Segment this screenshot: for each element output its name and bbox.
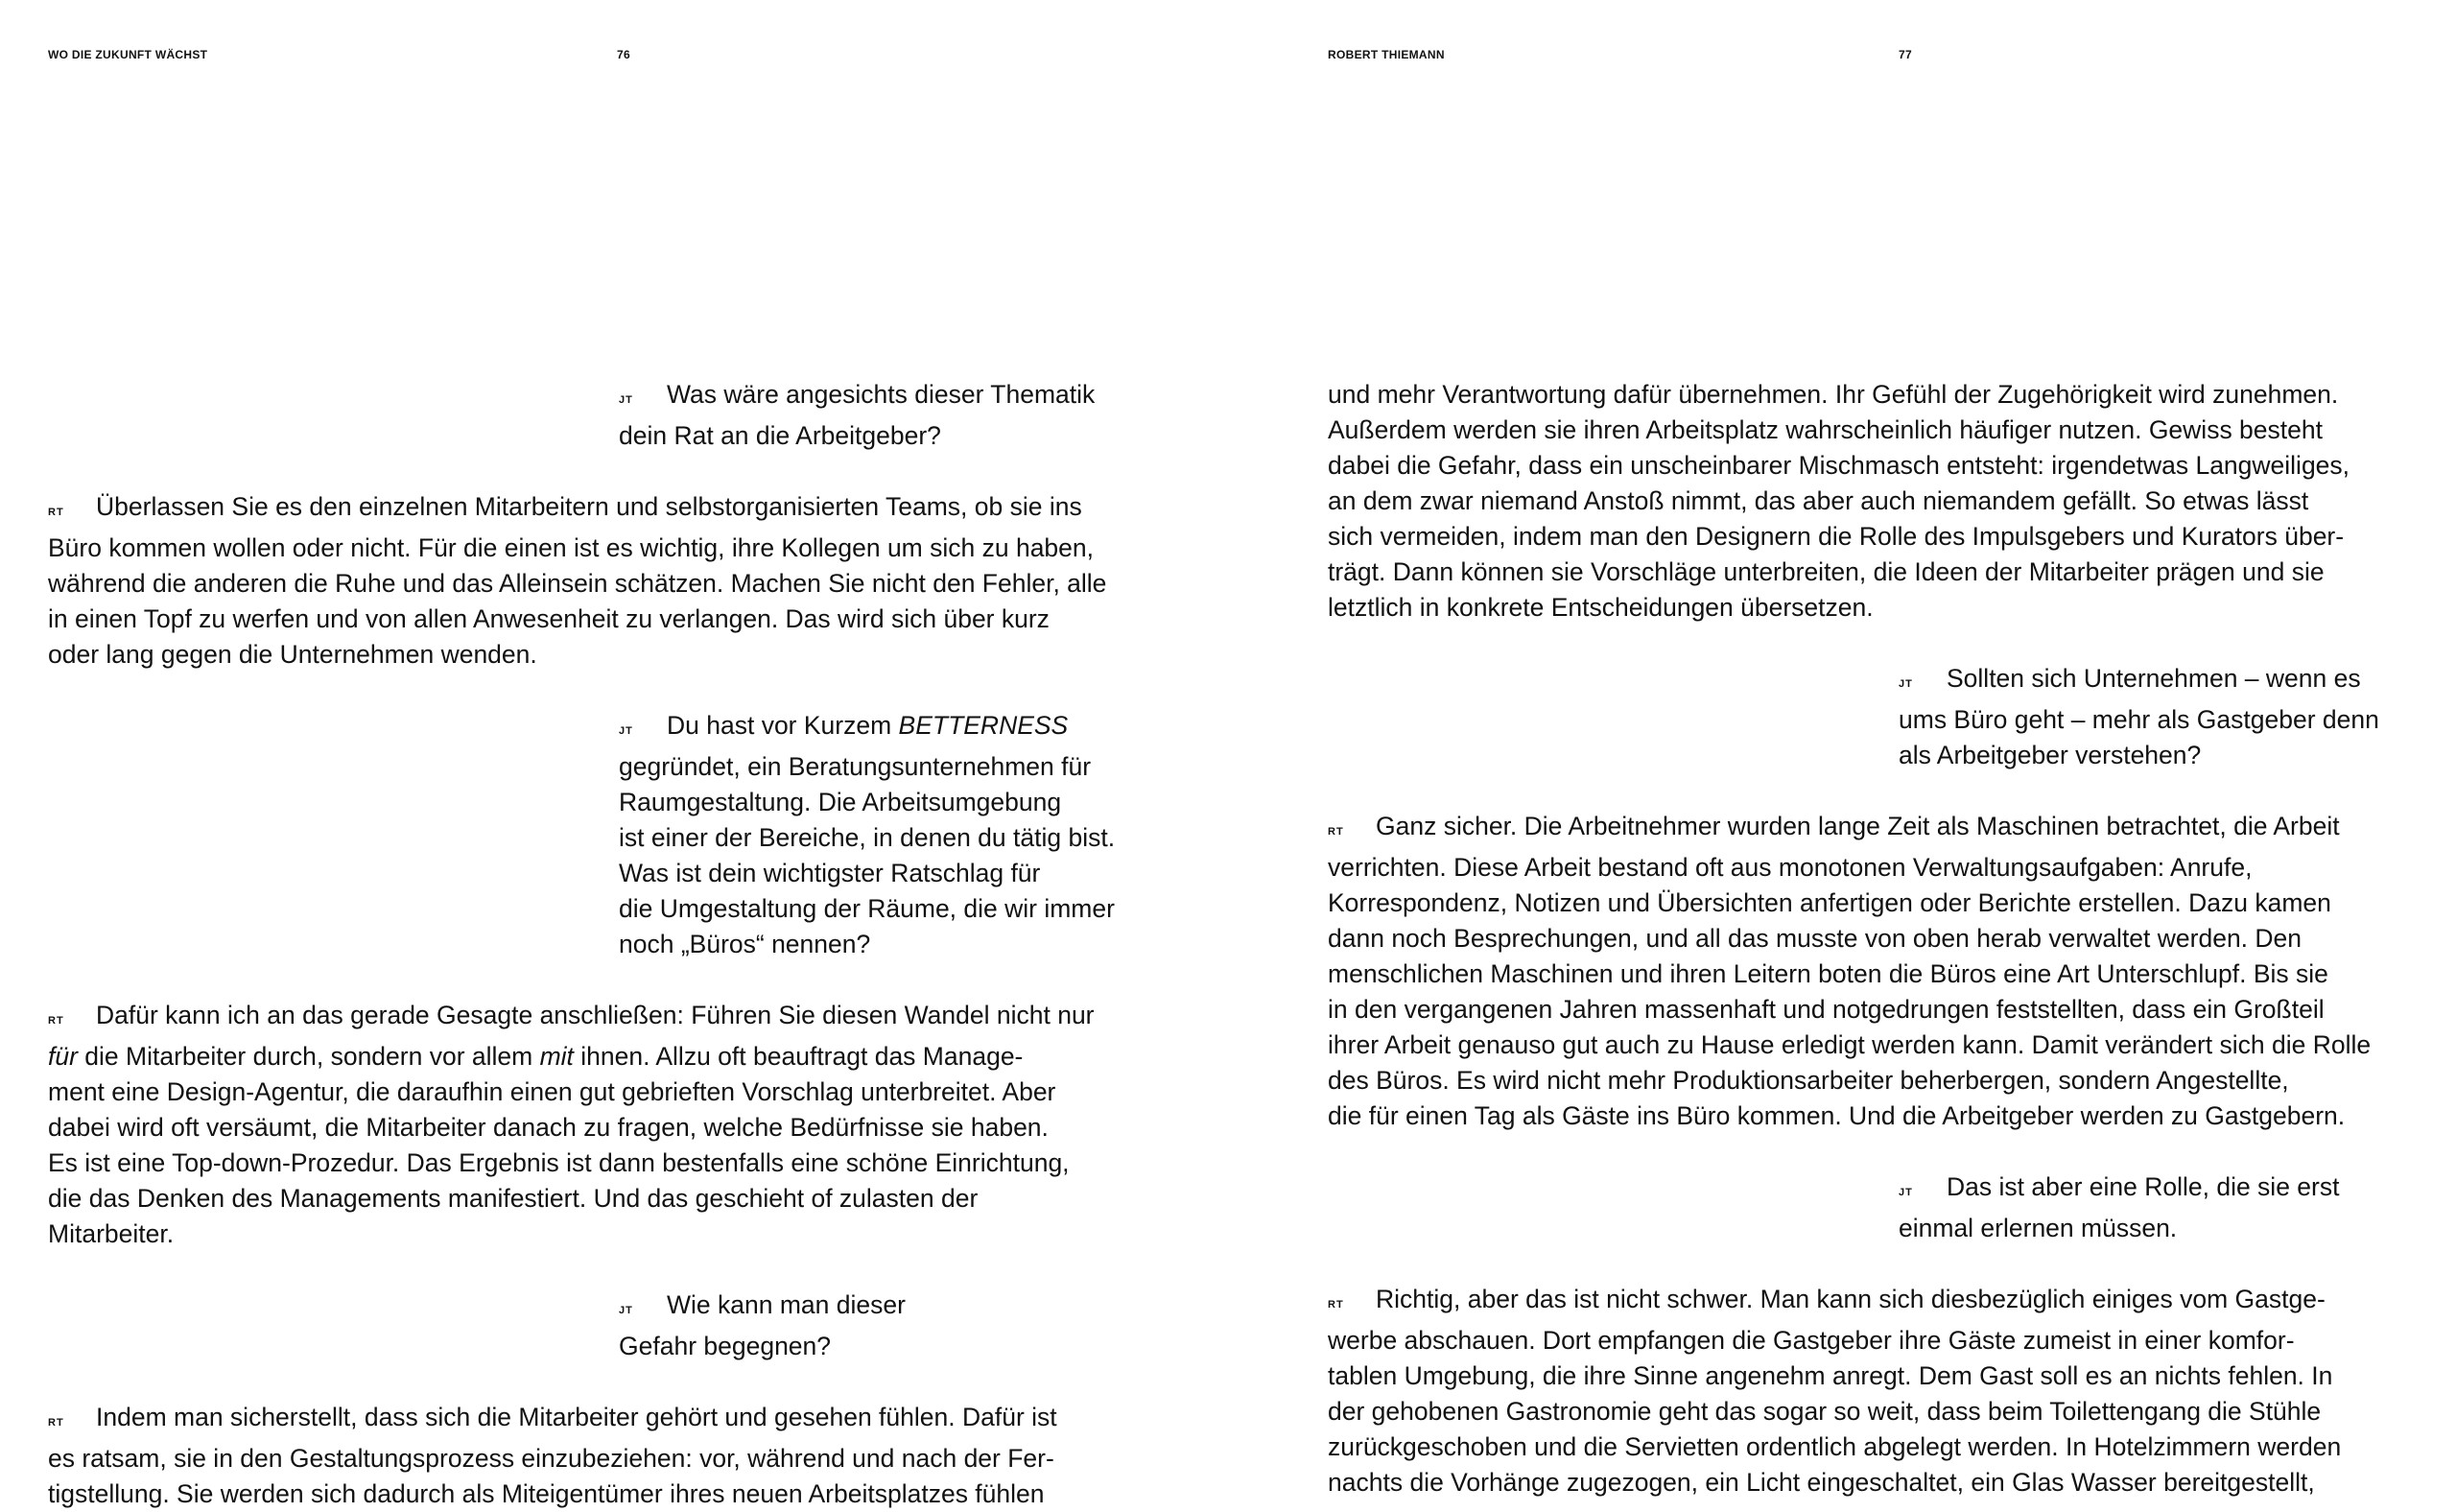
text-line: Außerdem werden sie ihren Arbeitsplatz wahrscheinlich häufiger nutzen. Gewiss besteht xyxy=(1328,415,2323,444)
text-line: Dafür kann ich an das gerade Gesagte anschließen: Führen Sie diesen Wandel nicht nur xyxy=(96,1001,1095,1029)
text-line: zurückgeschoben und die Servietten ordentlich abgelegt werden. In Hotelzimmern werden xyxy=(1328,1432,2342,1461)
text-line: Indem man sicherstellt, dass sich die Mitarbeiter gehört und gesehen fühlen. Dafür ist xyxy=(96,1403,1057,1431)
company-name: BETTERNESS xyxy=(898,711,1069,740)
text-line: Du hast vor Kurzem xyxy=(667,711,899,740)
text-line: die das Denken des Managements manifestiert. Und das geschieht of zulasten der xyxy=(48,1184,979,1213)
speaker-tag-jt: JT xyxy=(619,725,633,737)
text-line: der gehobenen Gastronomie geht das sogar so weit, dass beim Toilettengang die Stühle xyxy=(1328,1397,2322,1426)
text-line: sich vermeiden, indem man den Designern die Rolle des Impulsgebers und Kurators über- xyxy=(1328,522,2345,551)
text-line: tablen Umgebung, die ihre Sinne angenehm anregt. Dem Gast soll es an nichts fehlen. In xyxy=(1328,1361,2333,1390)
text-line: Wie kann man dieser xyxy=(667,1290,906,1319)
text-line: Korrespondenz, Notizen und Übersichten anfertigen oder Berichte erstellen. Dazu kamen xyxy=(1328,888,2331,917)
answer-block xyxy=(48,489,1142,673)
text-line: ihrer Arbeit genauso gut auch zu Hause erledigt werden kann. Damit verändert sich die Rolle xyxy=(1328,1030,2372,1059)
text-line: die für einen Tag als Gäste ins Büro kommen. Und die Arbeitgeber werden zu Gastgebern. xyxy=(1328,1101,2346,1130)
text-line: tigstellung. Sie werden sich dadurch als Miteigentümer ihres neuen Arbeitsplatzes fühlen xyxy=(48,1479,1045,1508)
text-line: menschlichen Maschinen und ihren Leitern boten die Büros eine Art Unterschlupf. Bis sie xyxy=(1328,959,2328,988)
speaker-tag-rt: RT xyxy=(48,1417,64,1429)
question-block xyxy=(619,708,1156,962)
text-line: und mehr Verantwortung dafür übernehmen. Ihr Gefühl der Zugehörigkeit wird zunehmen. xyxy=(1328,380,2339,409)
text-line: während die anderen die Ruhe und das Alleinsein schätzen. Machen Sie nicht den Fehler, alle xyxy=(48,569,1107,598)
text-line: Mitarbeiter. xyxy=(48,1219,175,1248)
text-line: dabei die Gefahr, dass ein unscheinbarer Mischmasch entsteht: irgendetwas Langweiliges, xyxy=(1328,451,2350,480)
answer-block xyxy=(1328,1282,2421,1500)
text-line: Was wäre angesichts dieser Thematik xyxy=(667,380,1096,409)
speaker-tag-rt: RT xyxy=(1328,826,1344,838)
text-line: gegründet, ein Beratungsunternehmen für xyxy=(619,752,1092,781)
text-line: ihnen. Allzu oft beauftragt das Manage- xyxy=(573,1042,1024,1071)
speaker-tag-rt: RT xyxy=(48,1015,64,1027)
question-block xyxy=(619,1288,1156,1364)
speaker-tag-jt: JT xyxy=(619,394,633,406)
text-line: an dem zwar niemand Anstoß nimmt, das aber auch niemandem gefällt. So etwas lässt xyxy=(1328,486,2309,515)
question-block xyxy=(1899,661,2436,773)
text-line: dabei wird oft versäumt, die Mitarbeiter danach zu fragen, welche Bedürfnisse sie haben. xyxy=(48,1113,1049,1142)
speaker-tag-rt: RT xyxy=(1328,1299,1344,1311)
emphasis: für xyxy=(48,1042,78,1071)
text-line: Raumgestaltung. Die Arbeitsumgebung xyxy=(619,788,1062,816)
text-line: die Mitarbeiter durch, sondern vor allem xyxy=(77,1042,540,1071)
text-line: Ganz sicher. Die Arbeitnehmer wurden lange Zeit als Maschinen betrachtet, die Arbeit xyxy=(1376,812,2340,840)
question-block xyxy=(619,377,1156,454)
answer-block xyxy=(48,998,1142,1252)
text-line: Es ist eine Top-down-Prozedur. Das Ergebnis ist dann bestenfalls eine schöne Einrichtung, xyxy=(48,1148,1070,1177)
text-line: des Büros. Es wird nicht mehr Produktionsarbeiter beherbergen, sondern Angestellte, xyxy=(1328,1066,2289,1095)
question-block xyxy=(1899,1169,2436,1246)
speaker-tag-jt: JT xyxy=(619,1305,633,1316)
speaker-tag-jt: JT xyxy=(1899,678,1913,690)
speaker-tag-jt: JT xyxy=(1899,1187,1913,1198)
text-line: Büro kommen wollen oder nicht. Für die einen ist es wichtig, ihre Kollegen um sich zu haben, xyxy=(48,533,1095,562)
text-line: ment eine Design-Agentur, die daraufhin einen gut gebrieften Vorschlag unterbreitet. Aber xyxy=(48,1077,1056,1106)
right-running-title: ROBERT THIEMANN xyxy=(1328,48,1445,61)
speaker-tag-rt: RT xyxy=(48,507,64,518)
text-line: letztlich in konkrete Entscheidungen übersetzen. xyxy=(1328,593,1874,622)
text-line: ist einer der Bereiche, in denen du tätig bist. xyxy=(619,823,1116,852)
text-line: als Arbeitgeber verstehen? xyxy=(1899,741,2202,769)
text-line: verrichten. Diese Arbeit bestand oft aus monotonen Verwaltungsaufgaben: Anrufe, xyxy=(1328,853,2253,882)
text-line: nachts die Vorhänge zugezogen, ein Licht eingeschaltet, ein Glas Wasser bereitgestellt, xyxy=(1328,1468,2315,1497)
left-page-body xyxy=(48,377,1142,1512)
text-line: dann noch Besprechungen, und all das musste von oben herab verwaltet werden. Den xyxy=(1328,924,2302,953)
text-line: es ratsam, sie in den Gestaltungsprozess einzubeziehen: vor, während und nach der Fer- xyxy=(48,1444,1054,1473)
text-line: die Umgestaltung der Räume, die wir immer xyxy=(619,894,1115,923)
text-line: trägt. Dann können sie Vorschläge unterbreiten, die Ideen der Mitarbeiter prägen und sie xyxy=(1328,557,2325,586)
text-line: noch „Büros“ nennen? xyxy=(619,930,871,958)
text-line: Richtig, aber das ist nicht schwer. Man kann sich diesbezüglich einiges vom Gastge- xyxy=(1376,1285,2326,1313)
right-page-number: 77 xyxy=(1899,48,1912,61)
text-line: oder lang gegen die Unternehmen wenden. xyxy=(48,640,537,669)
answer-block xyxy=(1328,809,2421,1134)
text-line: dein Rat an die Arbeitgeber? xyxy=(619,421,941,450)
text-line: werbe abschauen. Dort empfangen die Gastgeber ihre Gäste zumeist in einer komfor- xyxy=(1328,1326,2295,1355)
left-page-number: 76 xyxy=(617,48,630,61)
text-line: Gefahr begegnen? xyxy=(619,1332,832,1360)
text-line: in einen Topf zu werfen und von allen Anwesenheit zu verlangen. Das wird sich über kurz xyxy=(48,604,1050,633)
text-line: einmal erlernen müssen. xyxy=(1899,1214,2178,1242)
answer-block xyxy=(48,1400,1142,1512)
right-page-body xyxy=(1328,377,2421,1500)
text-line: Was ist dein wichtigster Ratschlag für xyxy=(619,859,1041,887)
text-line: Überlassen Sie es den einzelnen Mitarbeitern und selbstorganisierten Teams, ob sie ins xyxy=(96,492,1082,521)
left-running-title: WO DIE ZUKUNFT WÄCHST xyxy=(48,48,208,61)
text-line: Sollten sich Unternehmen – wenn es xyxy=(1947,664,2361,693)
text-line: Das ist aber eine Rolle, die sie erst xyxy=(1947,1172,2340,1201)
text-line: in den vergangenen Jahren massenhaft und notgedrungen feststellten, dass ein Großteil xyxy=(1328,995,2325,1024)
answer-continuation xyxy=(1328,377,2421,626)
text-line: ums Büro geht – mehr als Gastgeber denn xyxy=(1899,705,2379,734)
emphasis: mit xyxy=(539,1042,574,1071)
